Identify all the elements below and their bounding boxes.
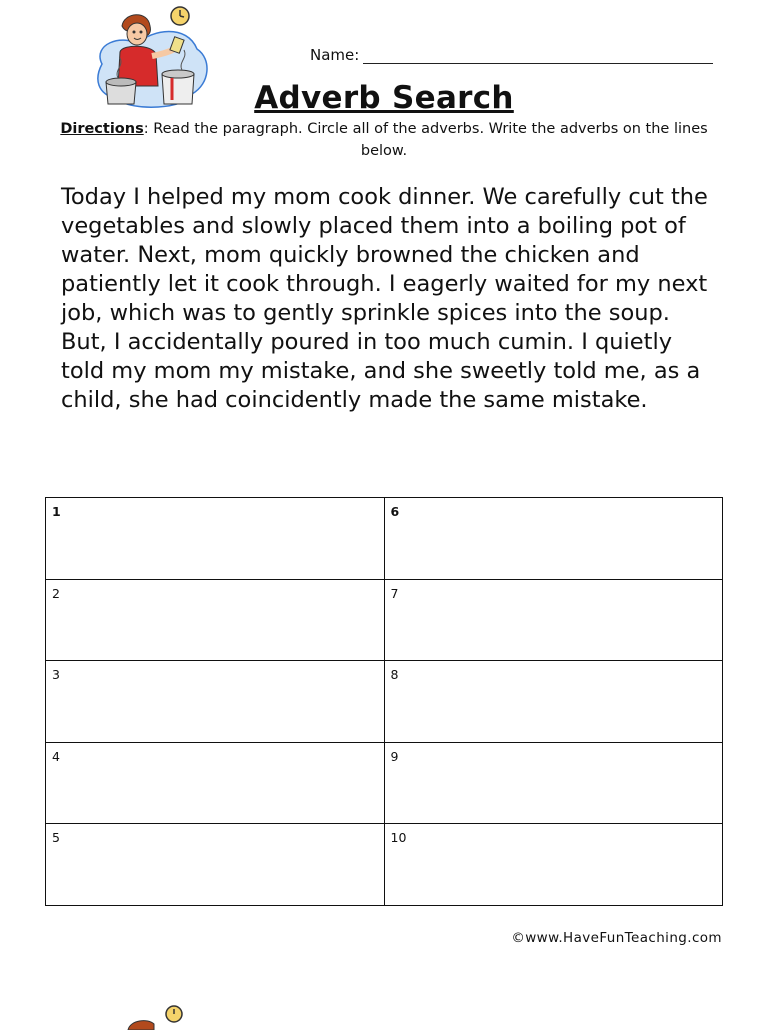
name-line: [363, 49, 713, 64]
answer-row: [46, 824, 723, 906]
answer-number: 1: [52, 504, 61, 519]
answer-row: [46, 579, 723, 661]
answer-cell[interactable]: [46, 742, 385, 824]
directions: [50, 118, 718, 162]
directions-text: : Read the paragraph. Circle all of the adverbs. Write the adverbs on the lines below.: [143, 121, 708, 159]
name-field[interactable]: [310, 46, 713, 64]
answer-number: 6: [390, 504, 400, 519]
directions-label: Directions: [60, 121, 144, 137]
answer-number: 5: [52, 830, 60, 846]
answer-number: 9: [390, 748, 399, 764]
copyright-footer: ©www.HaveFunTeaching.com: [511, 930, 722, 946]
clock-icon: [171, 7, 189, 25]
answer-cell[interactable]: [384, 824, 723, 906]
answer-cell[interactable]: [46, 498, 385, 580]
answer-row: [46, 661, 723, 743]
answer-number: 4: [52, 748, 60, 764]
answer-number: 10: [390, 830, 407, 846]
answer-number: 8: [390, 667, 399, 683]
answer-number: 7: [390, 585, 399, 601]
name-label: Name:: [310, 46, 360, 64]
answer-cell[interactable]: [384, 742, 723, 824]
page-title: Adverb Search: [254, 80, 514, 116]
answer-number: 2: [52, 585, 60, 601]
answer-cell[interactable]: [46, 579, 385, 661]
cooking-woman-clipart-partial: [98, 1000, 198, 1030]
answer-cell[interactable]: [46, 824, 385, 906]
reading-paragraph: Today I helped my mom cook dinner. We carefully cut the vegetables and slowly placed them into a boiling pot of water. Next, mom quickly browned the chicken and patiently let it cook through. I eagerly waited for my next job, which was to gently sprinkle spices into the soup. But, I accidentally poured in too much cumin. I quietly told my mom my mistake, and she sweetly told me, as a child, she had coincidently made the same mistake.: [61, 184, 708, 413]
answer-cell[interactable]: [46, 661, 385, 743]
answer-number: 3: [52, 667, 60, 683]
answer-row: [46, 498, 723, 580]
answer-row: [46, 742, 723, 824]
answer-cell[interactable]: [384, 579, 723, 661]
answer-cell[interactable]: [384, 661, 723, 743]
answer-table: [45, 497, 723, 906]
answer-cell[interactable]: [384, 498, 723, 580]
